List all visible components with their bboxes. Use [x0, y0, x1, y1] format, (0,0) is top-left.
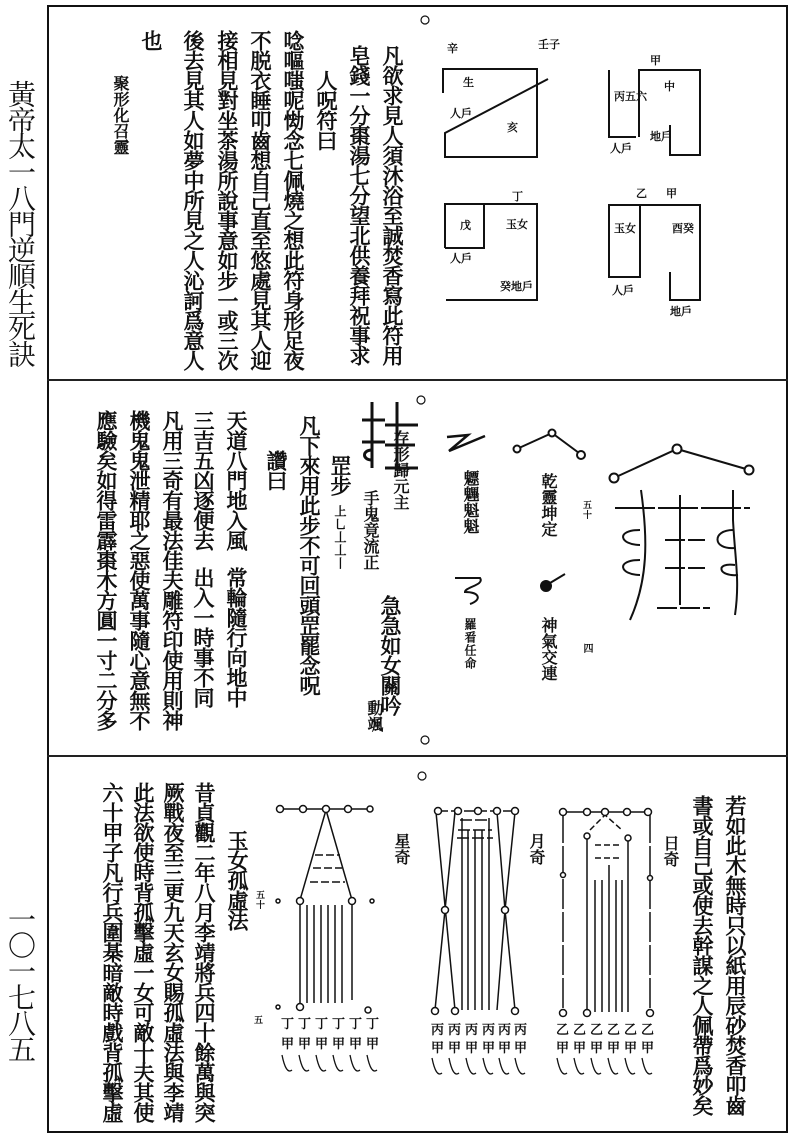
text-column: 人呪符曰 — [314, 70, 339, 150]
diagram-label: 戊 — [460, 219, 471, 232]
note: 五十 — [254, 890, 264, 910]
gangbu-title: 罡步 — [328, 455, 353, 495]
luo-glyph — [455, 578, 481, 604]
stem-label: 丙 — [448, 1023, 462, 1038]
yi-glyph — [447, 435, 485, 451]
luo-label: 羅㸔任命 — [463, 618, 477, 670]
yue-qi-label: 月奇 — [527, 833, 546, 865]
xing-qi-diagram — [276, 806, 374, 1014]
text-column: 凡欲求見人須沐浴至誠焚香寫此符用 — [380, 45, 405, 365]
note: 四 — [581, 643, 592, 654]
stem-label: 丁 — [315, 1017, 329, 1032]
diagram-label: 癸地戶 — [500, 280, 533, 293]
circle-marker — [421, 736, 429, 744]
diagram-label: 生 — [463, 76, 474, 89]
text-column: 唸嘔嗤呢㤼念七佩燒之想此符身形足夜 — [281, 30, 306, 370]
gangbu-steps: 上乚丄丄丨 — [333, 505, 347, 570]
stem-label: 甲 — [607, 1041, 621, 1056]
diagram-label: 地戶 — [650, 130, 672, 143]
note: 五 — [252, 1015, 262, 1025]
dot-mark — [541, 581, 551, 591]
text-column: 皂錢一分棗湯七分望北供養拜祝事求 — [347, 45, 372, 365]
shenqi-label: 神氣交連 — [539, 617, 558, 681]
text-column: 後去見其人如夢中所見之人沁訶爲意人 — [181, 30, 206, 370]
method-title: 玉女孤虛法 — [225, 830, 250, 930]
stem-label: 丁 — [366, 1017, 380, 1032]
stem-label: 乙 — [556, 1023, 570, 1038]
stem-label: 乙 — [607, 1023, 621, 1038]
text-column: 凡用三奇有最法佳夫雕符印使用則神 — [160, 410, 185, 730]
diagram-label: 酉癸 — [672, 222, 694, 235]
stem-label: 丁 — [298, 1017, 312, 1032]
stem-label: 甲 — [556, 1041, 570, 1056]
stem-label: 甲 — [482, 1041, 496, 1056]
stem-label: 甲 — [590, 1041, 604, 1056]
diagram-label: 甲 — [666, 187, 677, 200]
circle-marker — [417, 396, 425, 404]
xing-qi-label: 星奇 — [392, 833, 411, 865]
talisman-caption: 存形歸元主 — [391, 430, 410, 510]
circle-marker — [421, 16, 429, 24]
text-column: 不脱衣睡叩齒想自己直至悠處見其人迎 — [248, 30, 273, 370]
diagram-label: 丙五六 — [614, 90, 647, 103]
stem-label: 丁 — [332, 1017, 346, 1032]
verse-line: 常輪隨行向地中 — [224, 567, 249, 707]
diagram-label: 地戶 — [670, 305, 692, 318]
text-column: 昔貞觀二年八月李靖將兵四十餘萬與突 — [192, 782, 217, 1122]
stem-label: 甲 — [298, 1037, 312, 1052]
diagram-label: 壬子 — [538, 38, 560, 51]
stem-label: 丙 — [482, 1023, 496, 1038]
small-talisman-glyph — [362, 402, 418, 470]
talisman-caption: 手鬼竟流正 — [361, 490, 380, 570]
small-constellation — [514, 430, 586, 460]
diagram-label: 乙 — [636, 187, 647, 200]
diagram-label: 亥 — [507, 121, 518, 134]
diagram-label: 甲 — [650, 54, 661, 67]
diagram-label: 人戶 — [612, 284, 634, 297]
stem-label: 丁 — [281, 1017, 295, 1032]
qian-label: 乾靈坤定 — [539, 473, 558, 537]
stem-label: 甲 — [366, 1037, 380, 1052]
verse-line: 天道八門地入風 — [224, 410, 249, 550]
seal-glyphs — [282, 1055, 652, 1074]
text-column: 此法欲使時背孤擊虛一女可敵十夫其使 — [131, 782, 156, 1122]
big-talisman — [610, 445, 754, 621]
stem-label: 丙 — [465, 1023, 479, 1038]
diagram-label: 人戶 — [450, 252, 472, 265]
stem-label: 甲 — [498, 1041, 512, 1056]
text-column: 六十甲子凡行兵圍棊暗敵時戲背孤擊虛 — [100, 782, 125, 1122]
stem-label: 丙 — [431, 1023, 445, 1038]
stem-label: 甲 — [431, 1041, 445, 1056]
diagram-label: 中 — [664, 80, 675, 93]
text-column: 應驗矣如得雷霹棗木方圓一寸二分多 — [94, 410, 119, 730]
zan-heading: 讚曰 — [264, 450, 289, 490]
ri-qi-diagram — [560, 809, 654, 1017]
stem-label: 甲 — [281, 1037, 295, 1052]
page-number: 一〇一七八五 — [4, 905, 37, 1061]
text-column: 凡下來用此步不可回頭罡罷念呪 — [297, 415, 322, 695]
stem-label: 甲 — [624, 1041, 638, 1056]
text-column: 若如此木無時只以紙用辰砂焚香叩齒 — [723, 795, 748, 1115]
ri-qi-label: 日奇 — [661, 835, 680, 867]
stem-label: 乙 — [573, 1023, 587, 1038]
verse-line: 三吉五凶逐便去 — [191, 410, 216, 550]
running-title: 黃帝太一八門逆順生死訣 — [4, 80, 37, 366]
side-note: 聚形化召靈 — [111, 75, 130, 155]
diagram-label: 辛 — [447, 42, 458, 55]
diagram-label: 玉女 — [614, 222, 636, 235]
verse-line: 出入一時事不同 — [191, 567, 216, 707]
stem-label: 丁 — [349, 1017, 363, 1032]
incantation-column: 急急如女關吟 — [378, 595, 403, 715]
stem-label: 甲 — [448, 1041, 462, 1056]
stem-label: 乙 — [641, 1023, 655, 1038]
diagram-label: 玉女 — [506, 218, 528, 231]
text-column: 接相見對坐茶湯所說事意如步一或三次 — [215, 30, 240, 370]
diagram-label: 丁 — [512, 190, 523, 203]
diagram-label: 人戶 — [610, 142, 632, 155]
stem-label: 甲 — [465, 1041, 479, 1056]
text-column: 機鬼鬼泄精耶之惡使萬事隨心意無不 — [127, 410, 152, 730]
stem-label: 乙 — [624, 1023, 638, 1038]
yue-qi-diagram — [432, 808, 519, 1015]
stem-label: 甲 — [573, 1041, 587, 1056]
stem-label: 甲 — [514, 1041, 528, 1056]
stem-label: 丙 — [514, 1023, 528, 1038]
stem-label: 乙 — [590, 1023, 604, 1038]
stem-label: 丙 — [498, 1023, 512, 1038]
stem-label: 甲 — [315, 1037, 329, 1052]
text-column: 書或自己或使去幹謀之人佩帶爲妙矣 — [690, 795, 715, 1115]
text-column: 厥戰夜至三更九天玄女賜孤虛法與李靖 — [161, 782, 186, 1122]
stem-label: 甲 — [349, 1037, 363, 1052]
stem-label: 甲 — [641, 1041, 655, 1056]
note: 五十 — [581, 500, 591, 520]
kui-label: 魒魓魁魁 — [461, 470, 480, 534]
diagram-label: 人戶 — [450, 107, 472, 120]
stem-label: 甲 — [332, 1037, 346, 1052]
dot-tail — [550, 574, 565, 583]
text-column: 也 — [139, 30, 164, 50]
incantation-tail: 動颯 — [365, 700, 384, 732]
circle-marker — [418, 772, 426, 780]
